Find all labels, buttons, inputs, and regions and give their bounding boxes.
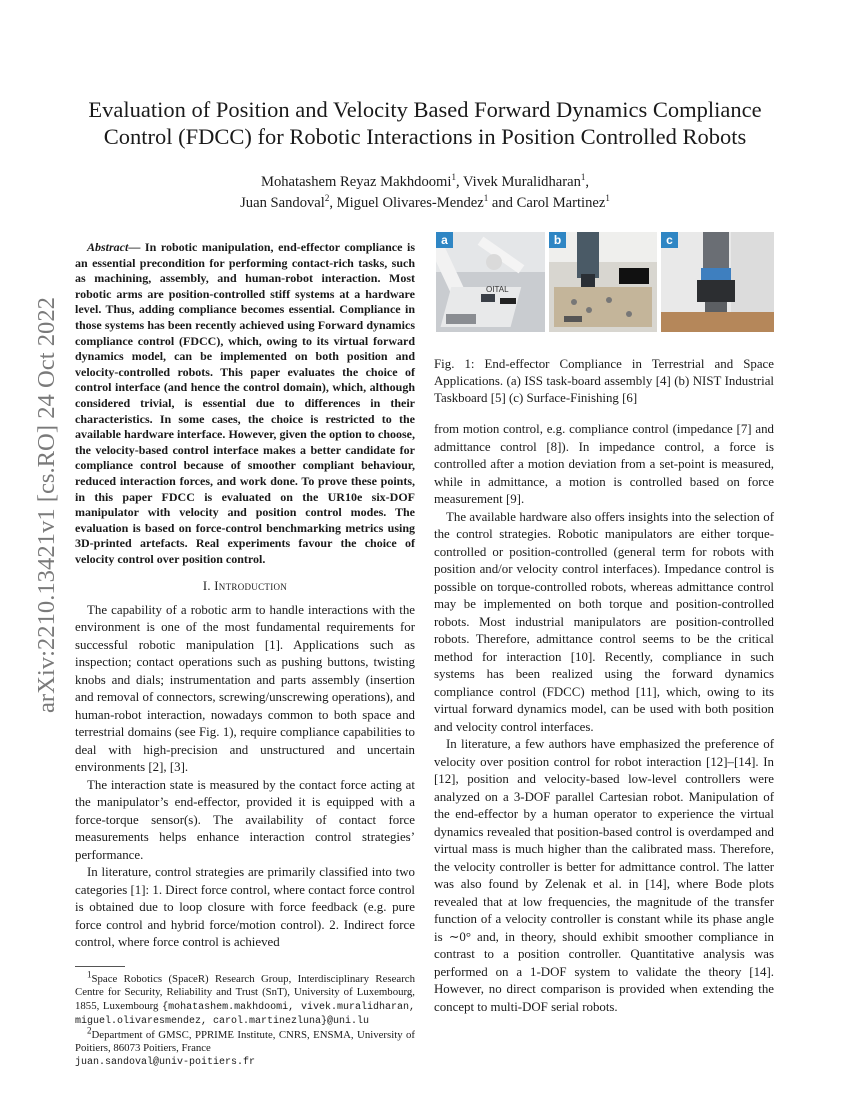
section-heading-introduction: I. Introduction <box>202 579 288 594</box>
abstract-label: Abstract <box>87 240 129 254</box>
figure-photo-b <box>549 232 657 332</box>
left-column <box>75 240 415 1070</box>
author-name: , Miguel Olivares-Mendez <box>329 195 484 211</box>
photo-board-label: OITAL <box>486 285 509 294</box>
author-name: Mohatashem Reyaz Makhdoomi <box>260 174 452 190</box>
affiliation-mark: 1 <box>483 193 489 204</box>
footnote-divider <box>75 966 125 967</box>
footnote-emails: {mohatashem.makhdoomi, vivek.muralidharan, miguel.olivaresmendez, carol.martinezluna}@uni.lu <box>75 1001 415 1028</box>
figure-photo-c <box>661 232 774 332</box>
author-list <box>100 172 750 214</box>
author-name: and Carol Martinez <box>488 195 606 211</box>
abstract-text: — In robotic manipulation, end-effector compliance is an essential precondition for performing contact-rich tasks, such as machining, assembly, and human-robot interaction. Most robotic arms are position-controlled stiff systems at a hardware level. Thus, adding compliance becomes essential. Compliance in those systems has been recently achieved using Forward dynamics compliance control (FDCC), which, owing to its virtual forward dynamics model, can be implemented on both position and velocity-controlled robots. This paper evaluates the choice of control interface (and hence the control domain), which, although considered trivial, is essential due to differences in their characteristics. In some cases, the choice is restricted to the available hardware interface. However, given the option to choose, the velocity-based control interface makes a better candidate for compliance control because of smoother compliant behaviour, reduced interaction forces, and work done. To prove these points, in this paper FDCC is evaluated on the UR10e six-DOF manipulator with velocity and position control modes. The evaluation is based on force-control benchmarking metrics using 3D-printed artefacts. Real experiments favour the choice of velocity control over position control. <box>75 240 415 566</box>
abstract <box>75 240 415 567</box>
body-paragraph: The capability of a robotic arm to handle interactions with the environment is one of the most fundamental requirements for successful robotic manipulation [1]. Applications such as inspection; contact operations such as pushing buttons, twisting knobs and dials; instrumentation and parts assembly (insertion and removal of connectors, screwing/unscrewing operations), and human-robot interaction, nowadays common to both space and terrestrial domains (see Fig. 1), require compliance capabilities to deal with high-precision and unstructured and uncertain environments [2], [3]. <box>75 602 415 775</box>
affiliation-mark: 1 <box>580 172 586 183</box>
affiliation-mark: 1 <box>605 193 610 204</box>
figure-1 <box>434 232 774 342</box>
author-separator: , <box>585 174 590 190</box>
footnote-mark: 1 <box>87 969 92 980</box>
figure-caption: Fig. 1: End-effector Compliance in Terrestrial and Space Applications. (a) ISS task-board assembly [4] (b) NIST Industrial Taskboard [5] (c) Surface-Finishing [6] <box>434 357 774 405</box>
affiliation-mark: 2 <box>324 193 330 204</box>
panel-label-a: a <box>436 232 453 248</box>
footnote-affiliation-2 <box>75 1025 415 1070</box>
arxiv-stamp <box>18 293 68 713</box>
affiliation-mark: 1 <box>451 172 456 183</box>
footnote-mark: 2 <box>87 1025 92 1035</box>
arxiv-stamp-text: arXiv:2210.13421v1 [cs.RO] 24 Oct 2022 <box>34 307 60 713</box>
author-name: , Vivek Muralidharan <box>455 174 581 190</box>
footnote-affiliation-1 <box>75 969 415 1029</box>
author-name: Juan Sandoval <box>240 195 325 211</box>
body-paragraph: The available hardware also offers insights into the selection of the control strategies. Robotic manipulators are either torque-controlled or position-controlled (general term for robots with position and/or velocity control interfaces). Impedance control is possible on torque-controlled robots, whereas admittance control may be implemented on both torque and position-controlled robots. Most industrial manipulators are position-controlled robots. Therefore, admittance control seems to be the critical method for interaction [10]. Recently, compliance in such systems has been realized using the forward dynamics compliance control (FDCC) method [11], which, owing to its virtual forward dynamics model, can be used with both position and velocity control interfaces. <box>434 509 774 734</box>
body-paragraph: In literature, control strategies are primarily classified into two categories [1]: 1. Direct force control, where contact force control is obtained due to loop closure with force feedback (e.g. pure force control and hybrid force/motion control). 2. Indirect force control, where force control is achieved <box>75 865 415 950</box>
figure-photo-a <box>436 232 545 332</box>
body-paragraph: The interaction state is measured by the contact force acting at the manipulator’s end-effector, provided it is equipped with a force-torque sensor(s). The availability of contact force measurements helps enhance interaction control strategies’ performance. <box>75 777 415 862</box>
panel-label-c: c <box>661 232 678 248</box>
footnote-text: Space Robotics (SpaceR) Research Group, Interdisciplinary Research Centre for Security, Reliability and Trust (SnT), University of Luxembourg, 1855, Luxembourg <box>75 972 415 1012</box>
panel-label-b: b <box>549 232 566 248</box>
body-paragraph: In literature, a few authors have emphasized the preference of velocity over position control for robot interaction [12]–[14]. In [12], position and velocity-based low-level controllers were analyzed on a 3-DOF parallel Cartesian robot. Manipulation of the end-effector by a human operator to experience the virtual dynamics revealed that position-based control is overdamped and virtual mass is much higher than the calibrated mass. Therefore, the velocity controller is better for admittance control. The latter was also found by Zelenak et al. in [14], where Bode plots revealed that at low frequencies, the magnitude of the transfer function of a velocity controller is constant while its phase angle is ∼0° and, in theory, should exhibit smoother compliance in contrast to a position controller. Quantitative analysis was performed on a 1-DOF system to validate the theory [14]. However, no direct comparison is provided when extending the concept to multi-DOF serial robots. <box>434 737 774 1014</box>
body-paragraph: from motion control, e.g. compliance control (impedance [7] and admittance control [8]). In impedance control, a force is controlled after a motion deviation from a set-point is measured, while in admittance, a motion is controlled based on force measurement [9]. <box>434 422 774 506</box>
footnote-email: juan.sandoval@univ-poitiers.fr <box>75 1057 256 1069</box>
right-column <box>434 232 774 1016</box>
footnote-text: Department of GMSC, PPRIME Institute, CNRS, ENSMA, University of Poitiers, 86073 Poitiers, France <box>75 1028 415 1054</box>
paper-title: Evaluation of Position and Velocity Based Forward Dynamics Compliance Control (FDCC) for Robotic Interactions in Position Controlled Robots <box>88 97 762 149</box>
